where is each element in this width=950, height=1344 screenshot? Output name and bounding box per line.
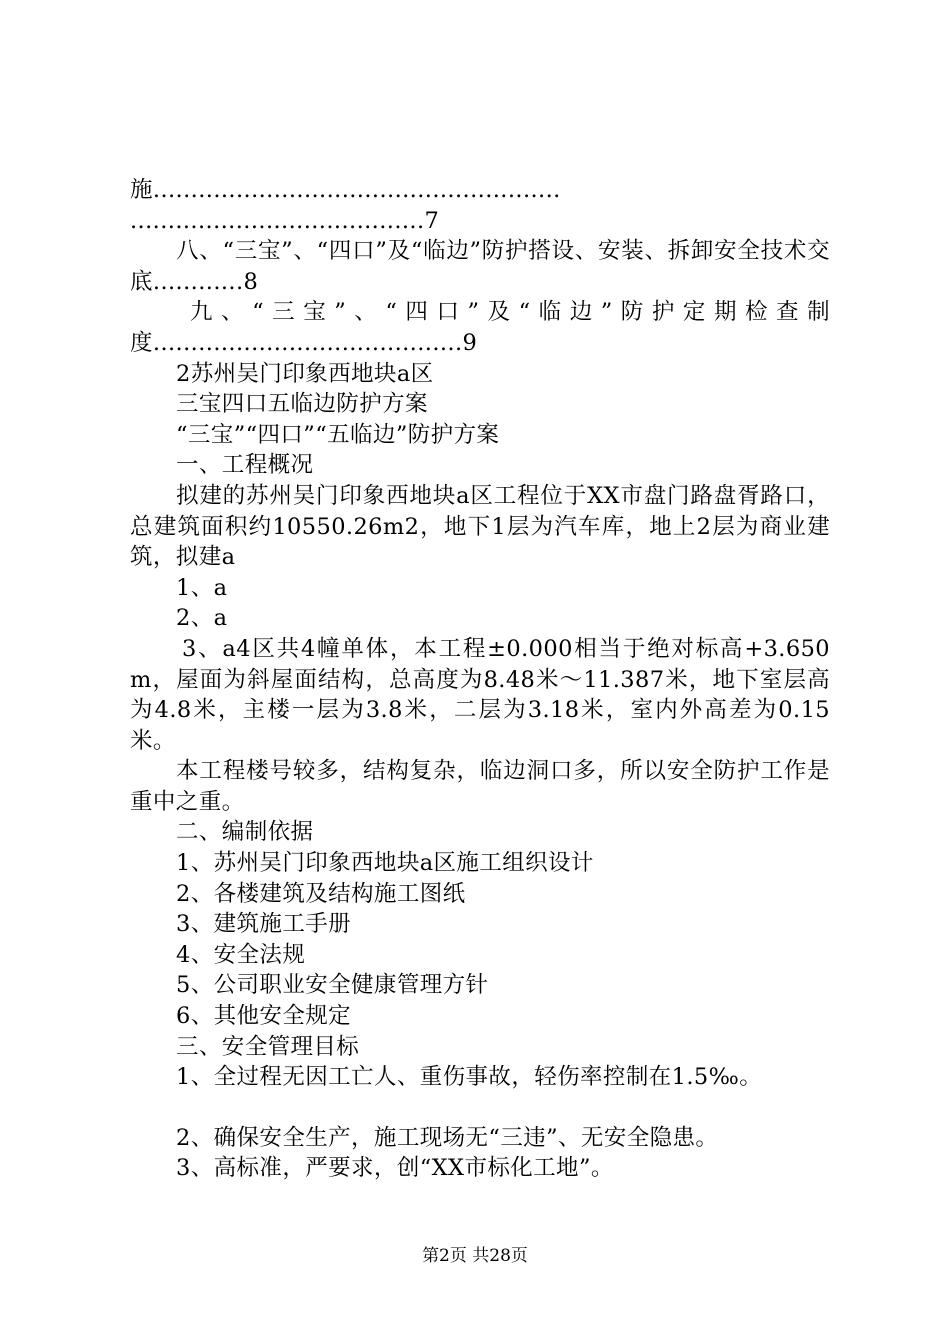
section-2-heading: 二、编制依据 (176, 819, 314, 846)
toc-item-8: 八、“三宝”、“四口”及“临边”防护搭设、安装、拆卸安全技术交底............8 (130, 238, 830, 295)
section-2-item: 6、其他安全规定 (176, 1003, 352, 1030)
page-footer: 第2页 共28页 (422, 1246, 528, 1266)
section-2-item: 3、建筑施工手册 (176, 911, 352, 938)
document-subtitle: 三宝四口五临边防护方案 (176, 391, 428, 418)
section-1-paragraph-2: 本工程楼号较多，结构复杂，临边洞口多，所以安全防护工作是重中之重。 (130, 758, 830, 815)
toc-item-7-line-1: 施...................................................... (130, 177, 561, 203)
section-2-item: 5、公司职业安全健康管理方针 (176, 972, 489, 999)
section-1-item-2: 2、a (176, 605, 228, 632)
blank-line (130, 1093, 830, 1123)
section-1-paragraph-1: 拟建的苏州吴门印象西地块a区工程位于XX市盘门路盘胥路口，总建筑面积约10550.26m2，地下1层为汽车库，地上2层为商业建筑，拟建a (130, 482, 830, 571)
section-1-item-1: 1、a (176, 574, 228, 601)
page-content (130, 175, 830, 1184)
section-2-item: 1、苏州吴门印象西地块a区施工组织设计 (176, 850, 594, 877)
project-line: 2苏州吴门印象西地块a区 (176, 360, 434, 387)
section-1-heading: 一、工程概况 (176, 452, 314, 479)
section-3-heading: 三、安全管理目标 (176, 1033, 360, 1060)
section-2-item: 4、安全法规 (176, 941, 306, 968)
section-1-item-3: 3、a4区共4幢单体，本工程±0.000相当于绝对标高+3.650m，屋面为斜屋面结构，总高度为8.48米～11.387米，地下室层高为4.8米，主楼一层为3.8米，二层为3.18米，室内外高差为0.15米。 (130, 635, 830, 754)
section-2-item: 2、各楼建筑及结构施工图纸 (176, 880, 466, 907)
document-title: “三宝”“四口”“五临边”防护方案 (176, 421, 500, 448)
section-3-item-2: 2、确保安全生产，施工现场无“三违”、无安全隐患。 (176, 1124, 719, 1151)
toc-item-7-line-2: .......................................7 (130, 207, 440, 234)
toc-item-9: 九、“三宝”、“四口”及“临边”防护定期检查制度.........................................9 (130, 299, 830, 356)
section-3-item-1: 1、全过程无因工亡人、重伤事故，轻伤率控制在1.5‰。 (176, 1064, 763, 1091)
section-3-item-3: 3、高标准，严要求，创“XX市标化工地”。 (176, 1155, 614, 1182)
